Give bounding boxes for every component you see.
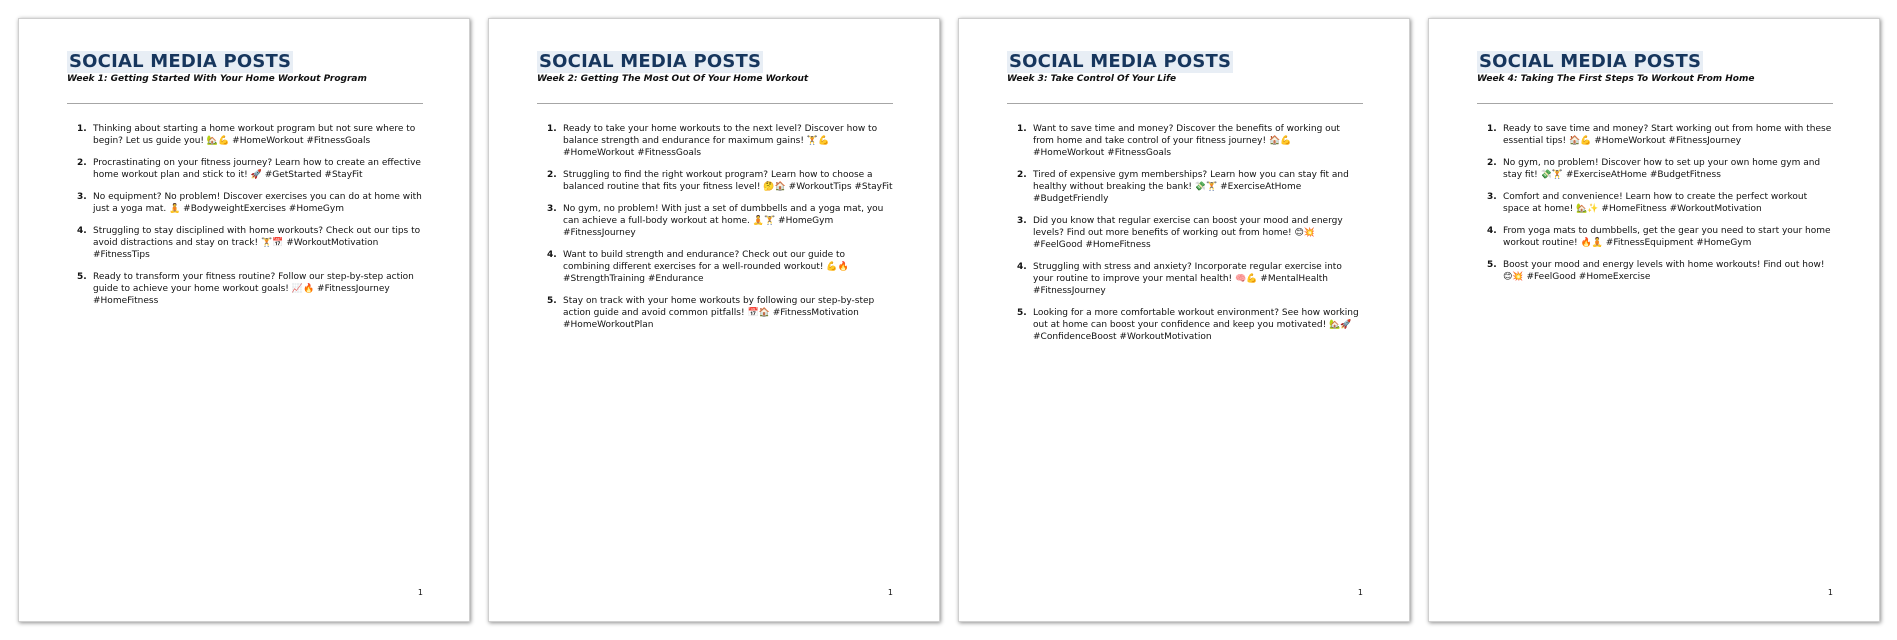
post-number: 2. bbox=[1017, 170, 1027, 180]
post-text: Procrastinating on your fitness journey? Learn how to create an effective home workout plan and stick to it! 🚀 #GetStarted #StayFit bbox=[93, 158, 421, 180]
post-list bbox=[1487, 123, 1833, 293]
page-week-4 bbox=[1428, 18, 1880, 622]
post-number: 3. bbox=[77, 192, 87, 202]
page-week-2 bbox=[488, 18, 940, 622]
page-subtitle: Week 3: Take Control Of Your Life bbox=[1007, 74, 1177, 84]
post-list bbox=[547, 123, 893, 341]
list-item bbox=[1487, 191, 1833, 215]
post-number: 4. bbox=[547, 250, 557, 260]
list-item bbox=[547, 169, 893, 193]
divider-line bbox=[67, 103, 423, 104]
list-item bbox=[1017, 261, 1363, 297]
page-week-1 bbox=[18, 18, 470, 622]
post-number: 1. bbox=[77, 124, 87, 134]
page-number: 1 bbox=[1827, 588, 1833, 597]
page-subtitle: Week 2: Getting The Most Out Of Your Home Workout bbox=[537, 74, 809, 84]
post-text: Ready to take your home workouts to the next level? Discover how to balance strength and endurance for maximum gains! 🏋💪 #HomeWorkout #FitnessGoals bbox=[563, 124, 878, 158]
post-text: No gym, no problem! With just a set of dumbbells and a yoga mat, you can achieve a full-body workout at home. 🧘🏋 #HomeGym #FitnessJourney bbox=[563, 204, 884, 238]
post-text: Tired of expensive gym memberships? Learn how you can stay fit and healthy without breaking the bank! 💸🏋 #ExerciseAtHome #BudgetFriendly bbox=[1033, 170, 1349, 204]
list-item bbox=[77, 225, 423, 261]
list-item bbox=[547, 123, 893, 159]
list-item bbox=[1487, 225, 1833, 249]
page-title: SOCIAL MEDIA POSTS bbox=[1009, 51, 1232, 72]
page-number: 1 bbox=[887, 588, 893, 597]
post-text: Stay on track with your home workouts by following our step-by-step action guide and avoid common pitfalls! 📅🏠 #FitnessMotivation #HomeWorkoutPlan bbox=[563, 296, 875, 330]
post-list bbox=[1017, 123, 1363, 353]
list-item bbox=[77, 123, 423, 147]
list-item bbox=[77, 157, 423, 181]
post-text: From yoga mats to dumbbells, get the gear you need to start your home workout routine! 🔥🧘 #FitnessEquipment #HomeGym bbox=[1503, 226, 1831, 248]
page-title: SOCIAL MEDIA POSTS bbox=[69, 51, 292, 72]
post-text: Did you know that regular exercise can boost your mood and energy levels? Find out more benefits of working out from home! 😊💥 #FeelGood #HomeFitness bbox=[1033, 216, 1343, 250]
list-item bbox=[1487, 259, 1833, 283]
post-text: Thinking about starting a home workout program but not sure where to begin? Let us guide you! 🏡💪 #HomeWorkout #FitnessGoals bbox=[93, 124, 416, 146]
list-item bbox=[77, 271, 423, 307]
post-number: 1. bbox=[1487, 124, 1497, 134]
list-item bbox=[1487, 123, 1833, 147]
list-item bbox=[547, 295, 893, 331]
page-week-3 bbox=[958, 18, 1410, 622]
post-number: 3. bbox=[1487, 192, 1497, 202]
page-number: 1 bbox=[1357, 588, 1363, 597]
post-number: 4. bbox=[77, 226, 87, 236]
list-item bbox=[1017, 169, 1363, 205]
post-text: Ready to transform your fitness routine? Follow our step-by-step action guide to achieve your home workout goals! 📈🔥 #FitnessJourney #HomeFitness bbox=[93, 272, 414, 306]
post-number: 2. bbox=[547, 170, 557, 180]
post-text: Ready to save time and money? Start working out from home with these essential tips! 🏠💪 #HomeWorkout #FitnessJourney bbox=[1503, 124, 1832, 146]
list-item bbox=[1017, 215, 1363, 251]
list-item bbox=[1487, 157, 1833, 181]
page-subtitle: Week 1: Getting Started With Your Home Workout Program bbox=[67, 74, 367, 84]
divider-line bbox=[537, 103, 893, 104]
post-text: No gym, no problem! Discover how to set up your own home gym and stay fit! 💸🏋 #ExerciseAtHome #BudgetFitness bbox=[1503, 158, 1821, 180]
post-number: 4. bbox=[1487, 226, 1497, 236]
post-list bbox=[77, 123, 423, 317]
post-number: 2. bbox=[77, 158, 87, 168]
post-number: 5. bbox=[1487, 260, 1497, 270]
post-number: 5. bbox=[547, 296, 557, 306]
post-number: 1. bbox=[1017, 124, 1027, 134]
post-text: Struggling to stay disciplined with home workouts? Check out our tips to avoid distractions and stay on track! 🏋📅 #WorkoutMotivation #FitnessTips bbox=[93, 226, 421, 260]
post-number: 3. bbox=[1017, 216, 1027, 226]
post-number: 2. bbox=[1487, 158, 1497, 168]
post-text: Looking for a more comfortable workout environment? See how working out at home can boost your confidence and keep you motivated! 🏡🚀 #ConfidenceBoost #WorkoutMotivation bbox=[1033, 308, 1359, 342]
post-number: 4. bbox=[1017, 262, 1027, 272]
divider-line bbox=[1007, 103, 1363, 104]
divider-line bbox=[1477, 103, 1833, 104]
post-number: 3. bbox=[547, 204, 557, 214]
page-title: SOCIAL MEDIA POSTS bbox=[1479, 51, 1702, 72]
post-number: 1. bbox=[547, 124, 557, 134]
post-text: Want to build strength and endurance? Check out our guide to combining different exercises for a well-rounded workout! 💪🔥 #StrengthTraining #Endurance bbox=[563, 250, 849, 284]
list-item bbox=[77, 191, 423, 215]
list-item bbox=[547, 203, 893, 239]
post-text: Struggling with stress and anxiety? Incorporate regular exercise into your routine to improve your mental health! 🧠💪 #MentalHealth #FitnessJourney bbox=[1033, 262, 1342, 296]
post-number: 5. bbox=[1017, 308, 1027, 318]
list-item bbox=[1017, 307, 1363, 343]
post-text: Boost your mood and energy levels with home workouts! Find out how! 😊💥 #FeelGood #HomeExercise bbox=[1503, 260, 1825, 282]
page-title: SOCIAL MEDIA POSTS bbox=[539, 51, 762, 72]
post-text: Struggling to find the right workout program? Learn how to choose a balanced routine that fits your fitness level! 🤔🏠 #WorkoutTips #StayFit bbox=[563, 170, 893, 192]
post-text: Want to save time and money? Discover the benefits of working out from home and take control of your fitness journey! 🏠💪 #HomeWorkout #FitnessGoals bbox=[1033, 124, 1340, 158]
list-item bbox=[1017, 123, 1363, 159]
post-text: No equipment? No problem! Discover exercises you can do at home with just a yoga mat. 🧘 #BodyweightExercises #HomeGym bbox=[93, 192, 422, 214]
post-number: 5. bbox=[77, 272, 87, 282]
page-number: 1 bbox=[417, 588, 423, 597]
post-text: Comfort and convenience! Learn how to create the perfect workout space at home! 🏡✨ #HomeFitness #WorkoutMotivation bbox=[1503, 192, 1808, 214]
list-item bbox=[547, 249, 893, 285]
page-subtitle: Week 4: Taking The First Steps To Workout From Home bbox=[1477, 74, 1755, 84]
